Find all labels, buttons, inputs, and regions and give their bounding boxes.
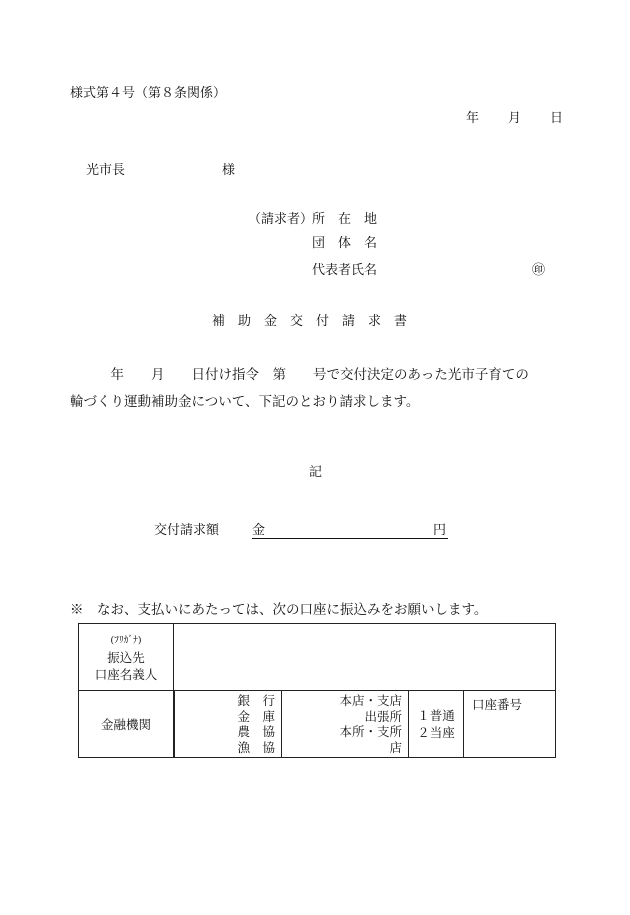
financial-label: 金融機関 — [100, 717, 151, 732]
requester-label: （請求者） — [248, 212, 314, 227]
account-type-option: １普通 — [417, 708, 455, 723]
inst-type: 金 庫 — [237, 708, 275, 724]
payee-line-2: 口座名義人 — [94, 666, 158, 682]
inst-type: 漁 協 — [237, 739, 275, 755]
bank-account-table — [78, 623, 556, 758]
account-number-cell[interactable] — [464, 691, 556, 758]
branch-types-cell[interactable] — [282, 691, 409, 758]
branch-type: 出張所 — [364, 708, 402, 724]
payee-name-field[interactable] — [174, 624, 556, 691]
date-day: 日 — [550, 111, 564, 126]
inst-type: 農 協 — [237, 724, 275, 739]
payee-furigana: (ﾌﾘｶﾞﾅ) — [110, 634, 142, 646]
branch-type: 本所・支所 — [339, 724, 402, 739]
date-line — [466, 111, 563, 127]
requester-representative-label: 代表者氏名 — [312, 263, 378, 278]
document-title: 補 助 金 交 付 請 求 書 — [212, 314, 408, 329]
account-number-label: 口座番号 — [472, 697, 523, 712]
form-number: 様式第４号（第８条関係） — [70, 86, 227, 101]
payee-label-cell — [79, 624, 174, 691]
seal-mark: ㊞ — [532, 263, 546, 278]
amount-label: 交付請求額 — [154, 523, 220, 538]
amount-unit: 円 — [433, 523, 447, 538]
honorific: 様 — [222, 163, 236, 178]
payment-note: ※ なお、支払いにあたっては、次の口座に振込みをお願いします。 — [70, 602, 488, 618]
payee-line-1: 振込先 — [107, 649, 145, 665]
ki-heading: 記 — [309, 465, 323, 480]
requester-organization-label: 団 体 名 — [312, 236, 378, 251]
addressee: 光市長 — [86, 163, 126, 178]
requester-location-label: 所 在 地 — [312, 212, 378, 227]
inst-type: 銀 行 — [237, 693, 275, 708]
account-type-option: ２当座 — [417, 725, 455, 740]
branch-type: 店 — [389, 739, 402, 755]
body-line-1: 年 月 日付け指令 第 号で交付決定のあった光市子育ての — [70, 367, 529, 383]
body-text — [70, 362, 570, 416]
institution-types-cell[interactable] — [175, 691, 282, 758]
date-month: 月 — [508, 111, 522, 126]
body-line-2: 輪づくり運動補助金について、下記のとおり請求します。 — [70, 394, 420, 410]
amount-underline — [252, 538, 448, 539]
account-type-cell[interactable] — [409, 691, 464, 758]
financial-label-cell — [79, 691, 174, 758]
branch-type: 本店・支店 — [339, 693, 402, 708]
date-year: 年 — [466, 111, 480, 126]
amount-prefix: 金 — [252, 523, 266, 538]
